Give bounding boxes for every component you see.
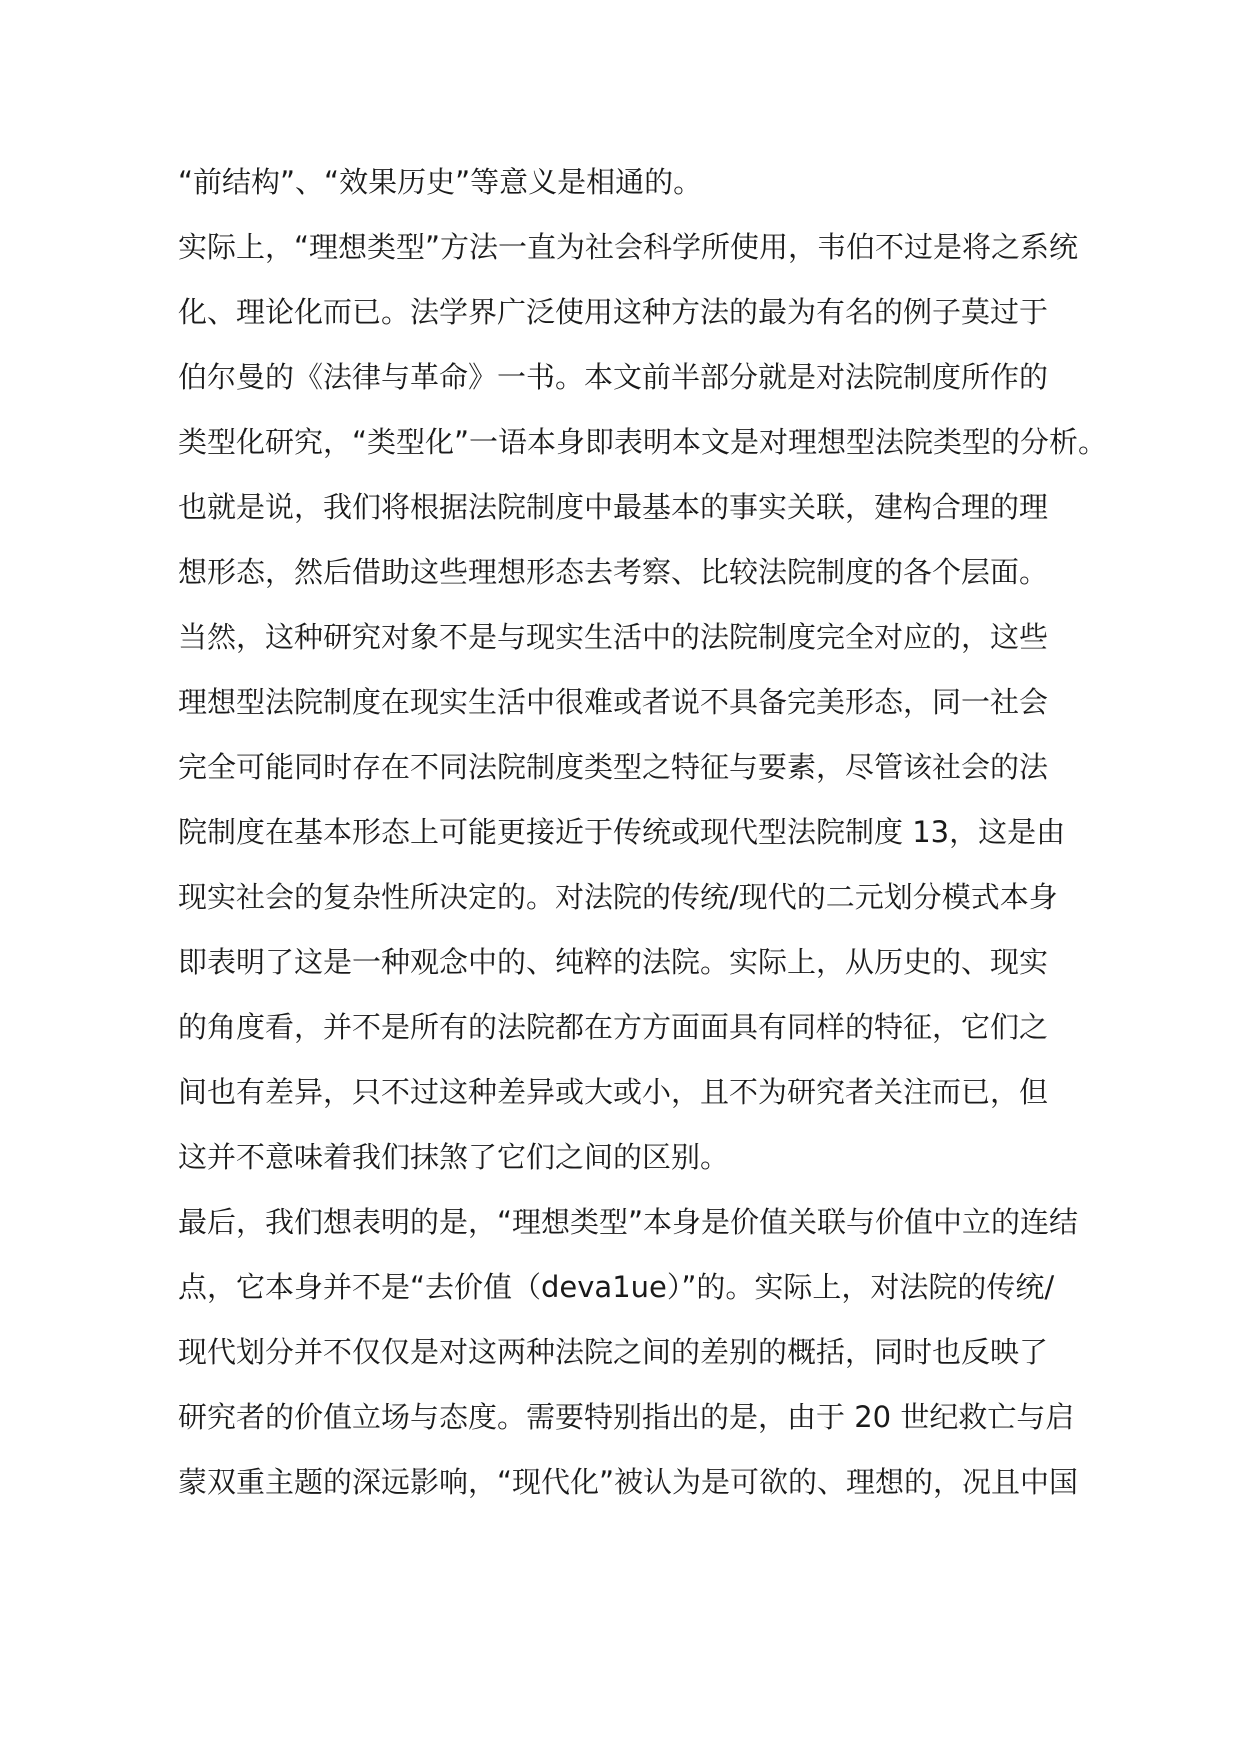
text-line: 也就是说，我们将根据法院制度中最基本的事实关联，建构合理的理 xyxy=(178,490,1049,524)
text-line: 即表明了这是一种观念中的、纯粹的法院。实际上，从历史的、现实 xyxy=(178,945,1049,979)
text-line: 这并不意味着我们抹煞了它们之间的区别。 xyxy=(178,1140,730,1174)
text-line: 完全可能同时存在不同法院制度类型之特征与要素，尽管该社会的法 xyxy=(178,750,1049,784)
text-line: 化、理论化而已。法学界广泛使用这种方法的最为有名的例子莫过于 xyxy=(178,295,1049,329)
text-line: 理想型法院制度在现实生活中很难或者说不具备完美形态，同一社会 xyxy=(178,685,1049,719)
body-text xyxy=(178,150,1108,1515)
text-line: 间也有差异，只不过这种差异或大或小，且不为研究者关注而已，但 xyxy=(178,1075,1049,1109)
text-line: 的角度看，并不是所有的法院都在方方面面具有同样的特征，它们之 xyxy=(178,1010,1049,1044)
text-line: 点，它本身并不是“去价值（deva1ue）”的。实际上，对法院的传统/ xyxy=(178,1270,1055,1304)
text-line: 蒙双重主题的深远影响，“现代化”被认为是可欲的、理想的，况且中国 xyxy=(178,1465,1079,1499)
text-line: 实际上，“理想类型”方法一直为社会科学所使用，韦伯不过是将之系统 xyxy=(178,230,1079,264)
text-line: 当然，这种研究对象不是与现实生活中的法院制度完全对应的，这些 xyxy=(178,620,1049,654)
text-line: 最后，我们想表明的是，“理想类型”本身是价值关联与价值中立的连结 xyxy=(178,1205,1079,1239)
text-line: 研究者的价值立场与态度。需要特别指出的是，由于 20 世纪救亡与启 xyxy=(178,1400,1075,1434)
text-line: 想形态，然后借助这些理想形态去考察、比较法院制度的各个层面。 xyxy=(178,555,1049,589)
text-line: 现代划分并不仅仅是对这两种法院之间的差别的概括，同时也反映了 xyxy=(178,1335,1049,1369)
text-line: 院制度在基本形态上可能更接近于传统或现代型法院制度 13，这是由 xyxy=(178,815,1066,849)
text-line: 现实社会的复杂性所决定的。对法院的传统/现代的二元划分模式本身 xyxy=(178,880,1058,914)
text-line: 伯尔曼的《法律与革命》一书。本文前半部分就是对法院制度所作的 xyxy=(178,360,1049,394)
text-line: 类型化研究，“类型化”一语本身即表明本文是对理想型法院类型的分析。 xyxy=(178,425,1108,459)
text-line: “前结构”、“效果历史”等意义是相通的。 xyxy=(178,165,703,199)
